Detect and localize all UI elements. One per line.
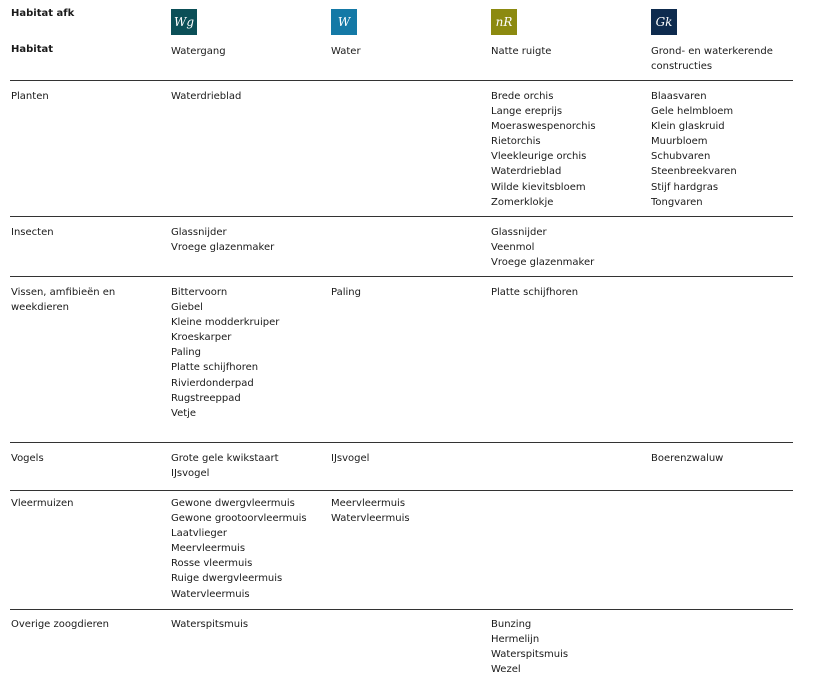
species-item: Blaasvaren [651, 91, 707, 102]
species-item: Watervleermuis [331, 513, 410, 525]
species-item: Hermelijn [491, 634, 540, 646]
species-cell [171, 617, 248, 632]
species-item: Laatvlieger [171, 528, 227, 540]
species-item: Grote gele kwikstaart [171, 453, 279, 464]
species-item: Gele helmbloem [651, 106, 734, 118]
species-item: Gewone grootoorvleermuis [171, 513, 307, 525]
species-item: Schubvaren [651, 151, 711, 163]
species-cell [171, 225, 274, 255]
species-cell [651, 451, 723, 466]
species-cell [171, 285, 279, 421]
row-divider [10, 276, 793, 277]
species-item: Boerenzwaluw [651, 453, 724, 464]
species-item: Bittervoorn [171, 287, 228, 298]
species-item: Vleekleurige orchis [491, 151, 587, 163]
species-cell [331, 496, 410, 526]
species-item: Waterspitsmuis [171, 619, 249, 630]
species-item: Rugstreeppad [171, 392, 241, 404]
species-item: Ruige dwergvleermuis [171, 573, 283, 585]
category-label [11, 89, 141, 104]
row-divider [10, 609, 793, 610]
habitat-badge-1: Wg [171, 9, 197, 35]
category-text: Overige zoogdieren [11, 619, 110, 630]
species-item: Kroeskarper [171, 332, 232, 344]
species-item: Lange ereprijs [491, 106, 563, 118]
species-item: Bunzing [491, 619, 532, 630]
species-item: Zomerklokje [491, 196, 554, 208]
species-item: IJsvogel [331, 453, 370, 464]
species-item: Vroege glazenmaker [171, 242, 275, 254]
species-item: Platte schijfhoren [171, 362, 259, 374]
row-divider [10, 80, 793, 81]
species-cell [171, 451, 279, 481]
species-item: Waterspitsmuis [491, 649, 569, 661]
species-item: Glassnijder [171, 227, 227, 238]
species-item: Meervleermuis [331, 498, 406, 509]
species-item: Rivierdonderpad [171, 377, 254, 389]
species-cell [491, 285, 578, 300]
species-item: Kleine modderkruiper [171, 317, 280, 329]
species-cell [491, 617, 568, 677]
habitat-header-label: Habitat [11, 44, 54, 55]
species-item: Watervleermuis [171, 588, 250, 600]
habitat-column-name-2: Water [331, 46, 361, 57]
category-label [11, 225, 141, 240]
row-divider [10, 490, 793, 491]
habitat-column-name-3: Natte ruigte [491, 46, 552, 57]
category-label [11, 496, 141, 511]
category-text: Insecten [11, 227, 54, 238]
species-cell [491, 89, 596, 210]
category-text: Planten [11, 91, 49, 102]
species-item: Klein glaskruid [651, 121, 725, 133]
category-label [11, 617, 141, 632]
species-item: Giebel [171, 302, 203, 314]
species-item: Wilde kievitsbloem [491, 181, 586, 193]
species-item: Platte schijfhoren [491, 287, 579, 298]
category-label [11, 451, 141, 466]
species-item: Tongvaren [651, 196, 703, 208]
category-text: Vogels [11, 453, 44, 464]
species-item: Rosse vleermuis [171, 558, 253, 570]
row-divider [10, 216, 793, 217]
species-cell [171, 89, 241, 104]
species-item: Wezel [491, 664, 521, 676]
species-item: Veenmol [491, 242, 535, 254]
species-item: Brede orchis [491, 91, 554, 102]
species-item: Rietorchis [491, 136, 541, 148]
row-divider [10, 442, 793, 443]
habitat-badge-3: nR [491, 9, 517, 35]
species-item: Gewone dwergvleermuis [171, 498, 295, 509]
species-item: Waterdrieblad [491, 166, 562, 178]
species-item: Stijf hardgras [651, 181, 719, 193]
species-cell [491, 225, 594, 270]
category-text: Vissen, amfibieën en weekdieren [11, 287, 116, 314]
category-label [11, 285, 141, 315]
species-cell [331, 285, 361, 300]
species-cell [651, 89, 737, 210]
habitat-column-name-4: Grond- en waterkerende constructies [651, 46, 773, 72]
species-item: Vetje [171, 407, 197, 419]
species-item: Vroege glazenmaker [491, 257, 595, 269]
species-item: IJsvogel [171, 468, 210, 480]
species-item: Paling [171, 347, 201, 359]
species-item: Paling [331, 287, 361, 298]
species-item: Meervleermuis [171, 543, 246, 555]
abbr-header-label: Habitat afk [11, 8, 75, 19]
habitat-badge-4: Gk [651, 9, 677, 35]
species-item: Glassnijder [491, 227, 547, 238]
species-item: Waterdrieblad [171, 91, 242, 102]
species-item: Muurbloem [651, 136, 708, 148]
species-cell [171, 496, 307, 602]
species-cell [331, 451, 369, 466]
habitat-badge-2: W [331, 9, 357, 35]
species-item: Moeraswespenorchis [491, 121, 596, 133]
habitat-column-name-1: Watergang [171, 46, 226, 57]
category-text: Vleermuizen [11, 498, 74, 509]
species-item: Steenbreekvaren [651, 166, 737, 178]
